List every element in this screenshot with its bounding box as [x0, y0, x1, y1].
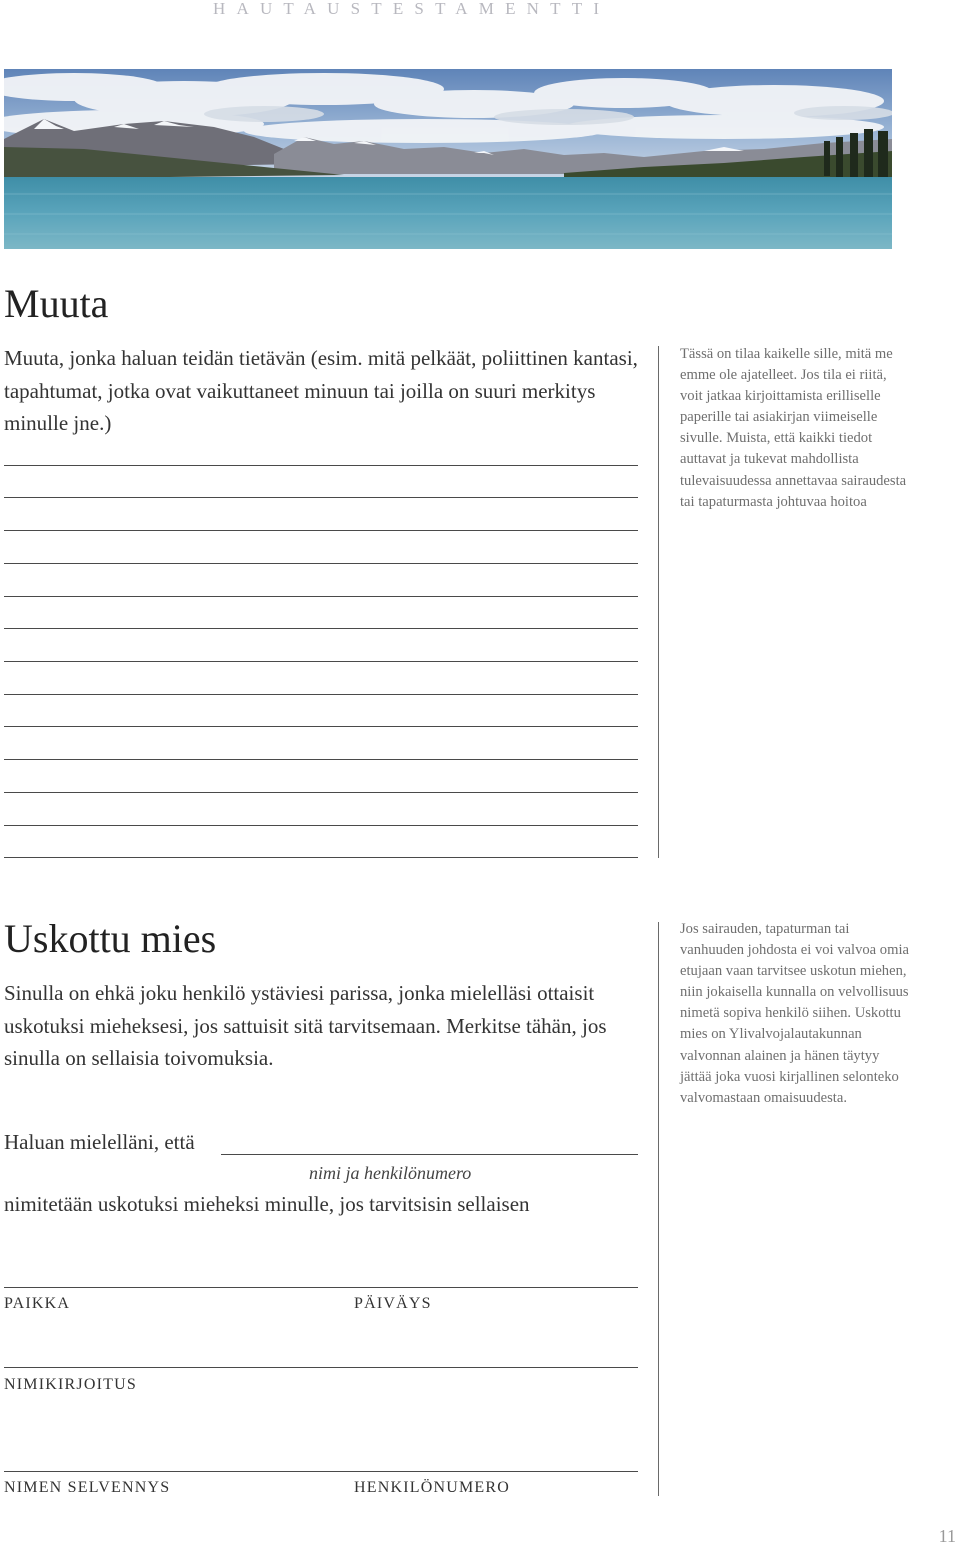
section-title-muuta: Muuta [4, 281, 109, 326]
date-label: PÄIVÄYS [354, 1295, 432, 1312]
section-title-uskottu-mies: Uskottu mies [4, 916, 217, 961]
signature-label: NIMIKIRJOITUS [4, 1376, 137, 1393]
running-head: HAUTAUSTESTAMENTTI [213, 0, 611, 18]
place-date-field[interactable] [4, 1287, 638, 1288]
place-label: PAIKKA [4, 1295, 71, 1312]
mountain-lake-photo [4, 69, 892, 249]
writing-line[interactable] [4, 465, 638, 466]
muuta-side-note: Tässä on tilaa kaikelle sille, mitä me emme ole ajatelleet. Jos tila ei riitä, voit jatkaa kirjoittamista erilliselle paperille tai asiakirjan viimeiselle sivulle. Muista, että kaikki tiedot auttavat ja tukevat mahdollista tulevaisuudessa annettavaa sairaudesta tai tapaturmasta johtuvaa hoitoa [680, 346, 907, 510]
writing-line[interactable] [4, 857, 638, 858]
writing-line[interactable] [4, 694, 638, 695]
writing-line[interactable] [4, 628, 638, 629]
uskottu-side-note: Jos sairauden, tapaturman tai vanhuuden johdosta ei voi valvoa omia etujaan vaan tarvitsee uskotun miehen, niin jokaisella kunnalla on velvollisuus nimetä sopiva henkilö siihen. Uskottu mies on Ylivalvojalautakunnan valvonnan alainen ja hänen täytyy jättää joka vuosi kirjallinen selonteko valvomastaan omaisuudesta. [680, 921, 909, 1106]
writing-line[interactable] [4, 726, 638, 727]
name-id-caption: nimi ja henkilönumero [309, 1163, 472, 1183]
name-clarification-label: NIMEN SELVENNYS [4, 1479, 171, 1496]
trustee-name-field[interactable] [221, 1154, 638, 1155]
id-number-label: HENKILÖNUMERO [354, 1479, 511, 1496]
mountain-lake-image [4, 69, 892, 249]
wish-suffix-text: nimitetään uskotuksi mieheksi minulle, jos tarvitsisin sellaisen [4, 1192, 530, 1216]
uskottu-lead-text: Sinulla on ehkä joku henkilö ystäviesi parissa, jonka mielelläsi ottaisit uskotuksi mieheksesi, jos sattuisit sitä tarvitsemaan. Merkitse tähän, jos sinulla on sellaisia toivomuksia. [4, 981, 607, 1070]
signature-field[interactable] [4, 1367, 638, 1368]
column-divider-top [658, 346, 659, 858]
writing-line[interactable] [4, 792, 638, 793]
writing-line[interactable] [4, 563, 638, 564]
writing-line[interactable] [4, 596, 638, 597]
page-number: 11 [938, 1526, 956, 1546]
writing-line[interactable] [4, 759, 638, 760]
muuta-lead-text: Muuta, jonka haluan teidän tietävän (esim. mitä pelkäät, poliittinen kantasi, tapahtumat, jotka ovat vaikuttaneet minuun tai joilla on suuri merkitys minulle jne.) [4, 346, 638, 435]
column-divider-bottom [658, 922, 659, 1496]
name-id-field[interactable] [4, 1471, 638, 1472]
wish-prefix-label: Haluan mielelläni, että [4, 1130, 195, 1154]
writing-line[interactable] [4, 497, 638, 498]
writing-line[interactable] [4, 530, 638, 531]
writing-line[interactable] [4, 661, 638, 662]
writing-line[interactable] [4, 825, 638, 826]
